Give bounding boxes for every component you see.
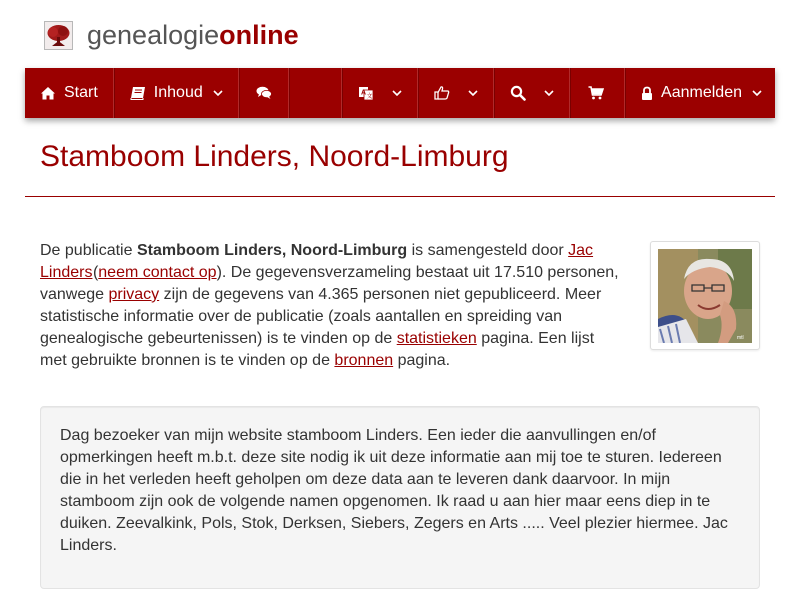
intro-text: pagina.: [393, 352, 451, 369]
welcome-message: [40, 406, 760, 589]
publication-intro: [40, 240, 620, 372]
chevron-down-icon: [468, 88, 478, 98]
language-icon: [358, 85, 374, 101]
contact-link[interactable]: neem contact op: [98, 264, 217, 281]
privacy-link[interactable]: privacy: [108, 286, 160, 303]
comments-icon: [256, 85, 272, 101]
intro-text: De publicatie: [40, 242, 137, 259]
thumbs-up-icon: [434, 85, 450, 101]
svg-text:文: 文: [366, 94, 373, 100]
sources-link[interactable]: bronnen: [334, 352, 394, 369]
svg-text:mtl: mtl: [737, 335, 744, 341]
nav-inhoud[interactable]: [114, 68, 239, 118]
nav-login-label: Aanmelden: [661, 84, 742, 101]
author-photo: [658, 249, 752, 343]
nav-start-label: Start: [64, 84, 98, 101]
nav-search[interactable]: [494, 68, 570, 118]
search-icon: [510, 85, 526, 101]
book-icon: [130, 85, 146, 101]
nav-start[interactable]: [25, 68, 114, 118]
statistics-link[interactable]: statistieken: [396, 330, 477, 347]
main-navbar: [25, 68, 775, 118]
chevron-down-icon: [392, 88, 402, 98]
author-link[interactable]: Jac Linders: [40, 242, 594, 281]
chevron-down-icon: [213, 88, 223, 98]
navbar-spacer: [289, 68, 342, 118]
author-photo-frame[interactable]: [650, 241, 760, 350]
intro-text: zijn de gegevens van 4.365 personen niet gepubliceerd. Meer statistische informatie over de publicatie (zoals aantallen en spreiding van genealogische gebeurtenissen) is te vinden op de: [40, 286, 602, 347]
nav-login[interactable]: [625, 68, 775, 118]
page-title: Stamboom Linders, Noord-Limburg: [40, 140, 509, 173]
welcome-text: Dag bezoeker van mijn website stamboom Linders. Een ieder die aanvullingen en/of opmerkingen heeft m.b.t. deze site nodig ik uit deze informatie aan mij toe te sturen. Iedereen die in het verleden heeft geholpen om deze data aan te leveren dank daarvoor. In mijn stamboom zijn ook de volgende namen opgenomen. Ik raad u aan hier maar eens diep in te duiken. Zeevalkink, Pols, Stok, Derksen, Siebers, Zegers en Arts ..... Veel plezier hiermee. Jac Linders.: [60, 427, 728, 554]
intro-text: (: [92, 264, 99, 281]
nav-language[interactable]: [342, 68, 418, 118]
shopping-cart-icon: [588, 85, 604, 101]
chevron-down-icon: [544, 88, 554, 98]
intro-text: pagina. Een lijst met gebruikte bronnen is te vinden op de: [40, 330, 595, 369]
nav-messages[interactable]: [239, 68, 289, 118]
lock-icon: [641, 85, 653, 101]
nav-cart[interactable]: [570, 68, 625, 118]
publication-name: Stamboom Linders, Noord-Limburg: [136, 242, 408, 259]
site-name: genealogieonline: [87, 19, 299, 50]
home-icon: [40, 85, 56, 101]
nav-inhoud-label: Inhoud: [153, 84, 203, 101]
tree-icon: [44, 21, 73, 50]
nav-share[interactable]: [418, 68, 494, 118]
chevron-down-icon: [752, 88, 762, 98]
site-brand[interactable]: [44, 18, 299, 52]
intro-text: ). De gegevensverzameling bestaat uit 17.510 personen, vanwege: [40, 264, 619, 303]
intro-text: is samengesteld door: [407, 242, 569, 259]
svg-text:A: A: [361, 89, 367, 97]
title-divider: [25, 196, 775, 197]
